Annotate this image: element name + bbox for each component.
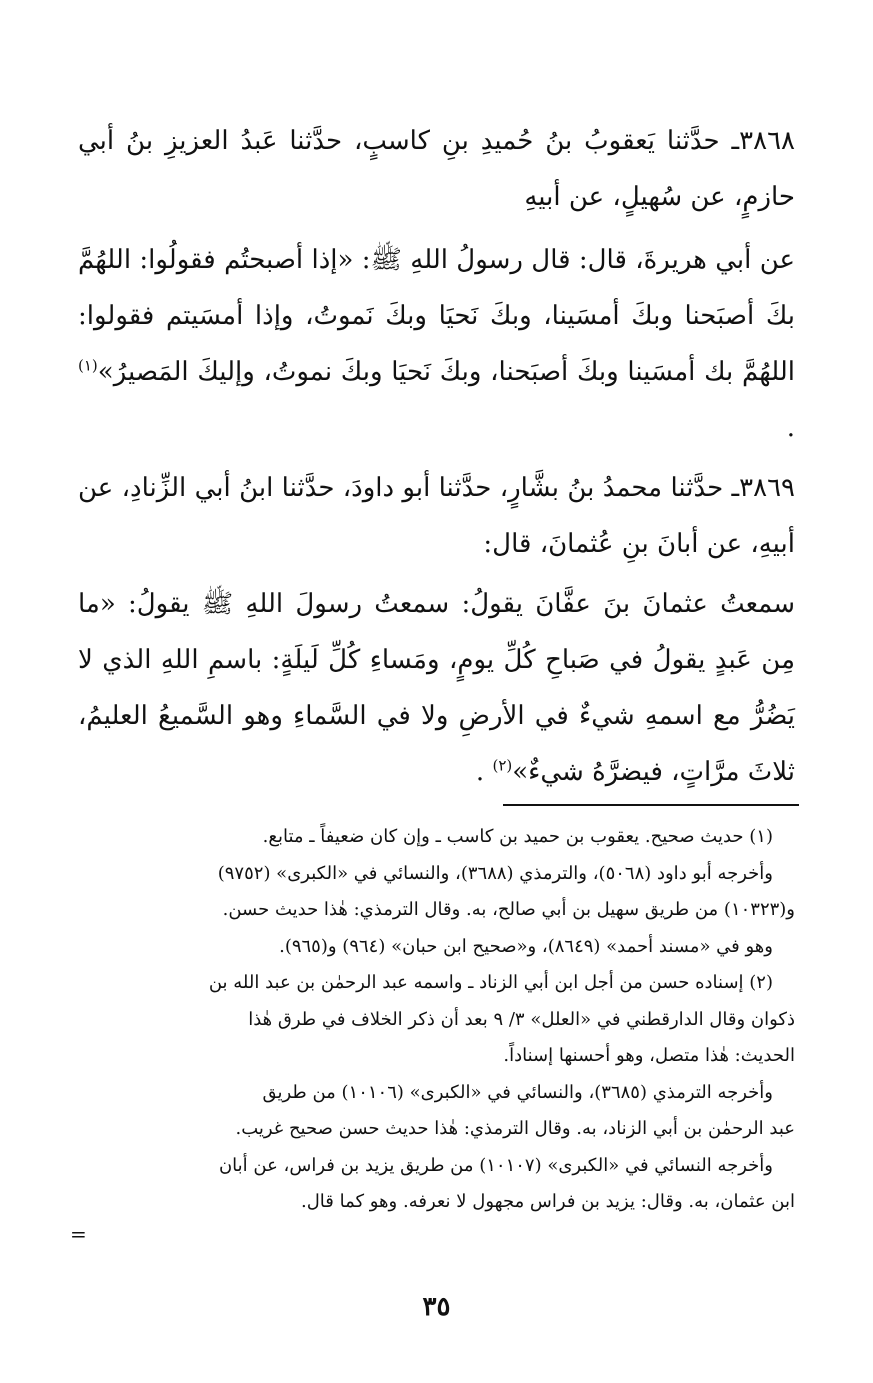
footnote-line: ذكوان وقال الدارقطني في «العلل» ٣/ ٩ بعد أن ذكر الخلاف في طرق هٰذا	[248, 1008, 795, 1030]
footnote-line: الحديث: هٰذا متصل، وهو أحسنها إسناداً.	[503, 1045, 795, 1066]
footnote-line: (٢) إسناده حسن من أجل ابن أبي الزناد ـ واسمه عبد الرحمٰن بن عبد الله بن	[208, 972, 773, 993]
hadith-3868-isnad	[78, 113, 795, 225]
matn-text: سمعتُ عثمانَ بنَ عفَّانَ يقولُ: سمعتُ رسولَ اللهِ ﷺ يقولُ: «ما مِن عَبدٍ يقولُ في صَباحِ كُلِّ يومٍ، ومَساءِ كُلِّ لَيلَةٍ: باسمِ اللهِ الذي لا يَضُرُّ مع اسمهِ شيءٌ في الأرضِ ولا في السَّماءِ وهو السَّميعُ العليمُ، ثلاثَ مرَّاتٍ، فيضرَّهُ شيءٌ»	[78, 589, 795, 787]
footnote-line: وأخرجه الترمذي (٣٦٨٥)، والنسائي في «الكبرى» (١٠١٠٦) من طريق	[262, 1081, 773, 1103]
continuation-mark: =	[70, 1222, 87, 1246]
footnote-line: وهو في «مسند أحمد» (٨٦٤٩)، و«صحيح ابن حبان» (٩٦٤) و(٩٦٥).	[279, 935, 773, 957]
hadith-3869-isnad	[78, 460, 795, 572]
footnote-line: عبد الرحمٰن بن أبي الزناد، به. وقال الترمذي: هٰذا حديث حسن صحيح غريب.	[235, 1118, 795, 1139]
hadith-3869-matn	[78, 576, 795, 800]
footnotes-section	[78, 819, 795, 1221]
matn-text: عن أبي هريرةَ، قال: قال رسولُ اللهِ ﷺ: «إذا أصبحتُم فقولُوا: اللهُمَّ بكَ أصبَحنا وبكَ أمسَينا، وبكَ نَحيَا وبكَ نَموتُ، وإذا أمسَيتم فقولوا: اللهُمَّ بك أمسَينا وبكَ أصبَحنا، وبكَ نَحيَا وبكَ نموتُ، وإليكَ المَصيرُ»	[78, 245, 795, 387]
isnad-text: ٣٨٦٨ـ حدَّثنا يَعقوبُ بنُ حُميدِ بنِ كاسبٍ، حدَّثنا عَبدُ العزيزِ بنُ أبي حازمٍ، عن سُهيلٍ، عن أبيهِ	[78, 126, 795, 212]
footnote-line: وأخرجه النسائي في «الكبرى» (١٠١٠٧) من طريق يزيد بن فراس، عن أبان	[218, 1154, 773, 1176]
footnote-line: وأخرجه أبو داود (٥٠٦٨)، والترمذي (٣٦٨٨)، والنسائي في «الكبرى» (٩٧٥٢)	[217, 862, 773, 884]
footnote-line: (١) حديث صحيح. يعقوب بن حميد بن كاسب ـ وإن كان ضعيفاً ـ متابع.	[262, 826, 773, 847]
footnote-line: و(١٠٣٢٣) من طريق سهيل بن أبي صالح، به. وقال الترمذي: هٰذا حديث حسن.	[222, 899, 795, 920]
footnote-ref-1: (١)	[78, 356, 98, 375]
hadith-3868-matn	[78, 232, 795, 456]
matn-paragraph: سمعتُ عثمانَ بنَ عفَّانَ يقولُ: سمعتُ رسولَ اللهِ ﷺ يقولُ: «ما مِن عَبدٍ يقولُ في صَباحِ كُلِّ يومٍ، ومَساءِ كُلِّ لَيلَةٍ: باسمِ اللهِ الذي لا يَضُرُّ مع اسمهِ شيءٌ في الأرضِ ولا في السَّماءِ وهو السَّميعُ العليمُ، ثلاثَ مرَّاتٍ، فيضرَّهُ شيءٌ»$^{(٢)}$ .	[78, 589, 795, 787]
isnad-text: ٣٨٦٩ـ حدَّثنا محمدُ بنُ بشَّارٍ، حدَّثنا أبو داودَ، حدَّثنا ابنُ أبي الزِّنادِ، عن أبيهِ، عن أبانَ بنِ عُثمانَ، قال:	[78, 473, 795, 559]
footnote-line: ابن عثمان، به. وقال: يزيد بن فراس مجهول لا نعرفه. وهو كما قال.	[300, 1191, 795, 1212]
footnote-separator	[503, 804, 799, 806]
page-number: ٣٥	[422, 1292, 451, 1322]
footnote-ref-2: (٢)	[492, 756, 513, 775]
matn-paragraph: عن أبي هريرةَ، قال: قال رسولُ اللهِ ﷺ: «إذا أصبحتُم فقولُوا: اللهُمَّ بكَ أصبَحنا وبكَ أمسَينا، وبكَ نَحيَا وبكَ نَموتُ، وإذا أمسَيتم فقولوا: اللهُمَّ بك أمسَينا وبكَ أصبَحنا، وبكَ نَحيَا وبكَ نموتُ، وإليكَ المَصيرُ»$^{(١)}$ .	[78, 245, 795, 443]
